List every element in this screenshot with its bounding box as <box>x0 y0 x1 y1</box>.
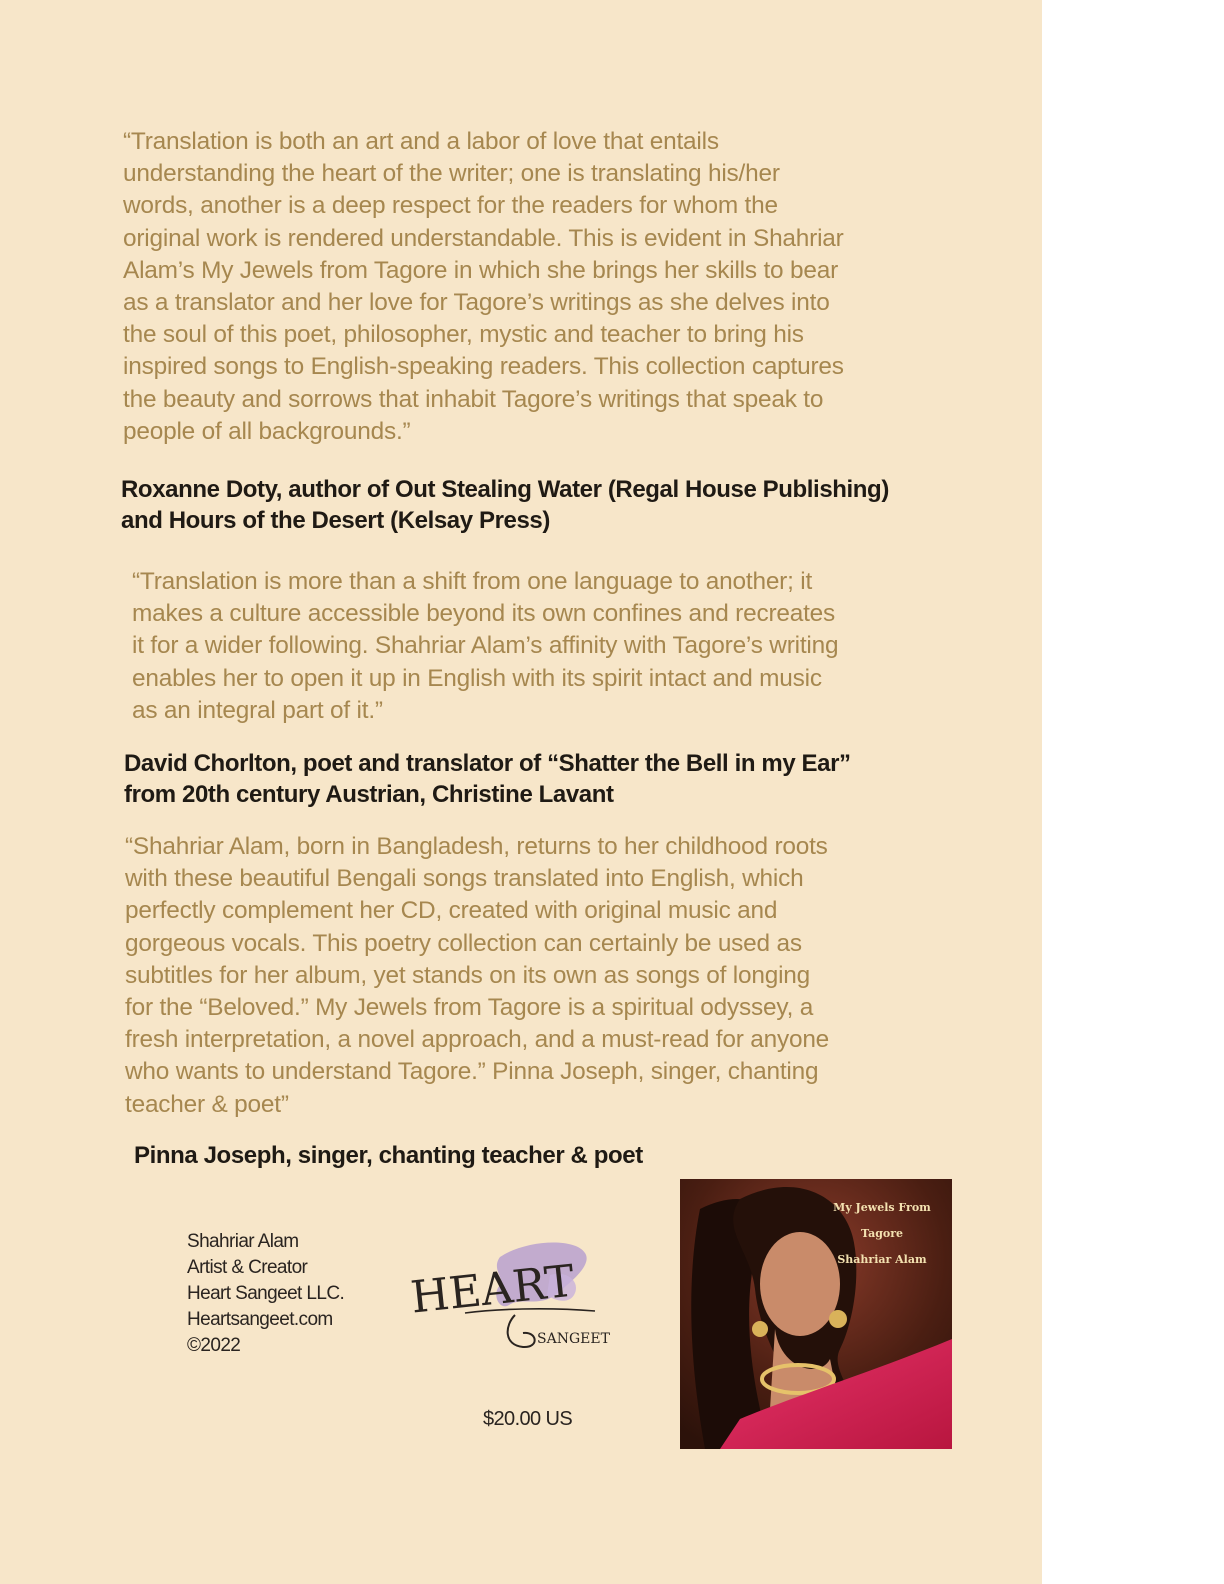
review-attribution-1 <box>121 474 889 536</box>
attribution-line: Pinna Joseph, singer, chanting teacher & poet <box>134 1142 643 1169</box>
quote-line: understanding the heart of the writer; one is translating his/her <box>123 160 780 188</box>
attribution-line: from 20th century Austrian, Christine Lavant <box>124 781 614 808</box>
quote-line: words, another is a deep respect for the readers for whom the <box>123 192 778 220</box>
album-title-line: Tagore <box>860 1227 904 1240</box>
quote-line: Alam’s My Jewels from Tagore in which she brings her skills to bear <box>123 256 838 284</box>
quote-line: “Shahriar Alam, born in Bangladesh, returns to her childhood roots <box>125 833 828 860</box>
album-title-line: My Jewels From <box>833 1201 931 1214</box>
quote-line: the soul of this poet, philosopher, mystic and teacher to bring his <box>123 321 804 349</box>
quote-line: for the “Beloved.” My Jewels from Tagore is a spiritual odyssey, a <box>125 994 814 1022</box>
review-quote-1 <box>123 126 844 448</box>
quote-line: enables her to open it up in English with its spirit intact and music <box>132 664 822 692</box>
quote-line: people of all backgrounds.” <box>123 417 411 445</box>
attribution-line: and Hours of the Desert (Kelsay Press) <box>121 507 550 534</box>
quote-line: teacher & poet” <box>125 1090 289 1118</box>
attribution-line: Roxanne Doty, author of Out Stealing Water (Regal House Publishing) <box>121 476 889 503</box>
quote-line: subtitles for her album, yet stands on its own as songs of longing <box>125 961 811 989</box>
quote-line: as a translator and her love for Tagore’s writings as she delves into <box>123 289 830 317</box>
quote-line: “Translation is both an art and a labor of love that entails <box>123 128 719 155</box>
attribution-line: David Chorlton, poet and translator of “Shatter the Bell in my Ear” <box>124 750 851 777</box>
publisher-credits <box>187 1229 344 1359</box>
logo-word-heart: HEART <box>408 1255 577 1324</box>
quote-line: fresh interpretation, a novel approach, and a must-read for anyone <box>125 1026 830 1054</box>
quote-line: perfectly complement her CD, created with original music and <box>125 897 778 925</box>
quote-line: it for a wider following. Shahriar Alam’s affinity with Tagore’s writing <box>132 632 839 660</box>
review-quote-2 <box>132 566 838 727</box>
quote-line: makes a culture accessible beyond its own confines and recreates <box>132 600 836 628</box>
logo-word-sangeet: SANGEET <box>537 1331 610 1347</box>
credit-line: Heartsangeet.com <box>187 1309 333 1330</box>
quote-line: “Translation is more than a shift from one language to another; it <box>132 568 813 595</box>
album-artist-line: Shahriar Alam <box>837 1253 927 1266</box>
album-title <box>822 1195 942 1273</box>
credit-line: ©2022 <box>187 1335 241 1356</box>
review-attribution-2 <box>124 748 851 810</box>
book-price: $20.00 US <box>483 1408 573 1430</box>
logo-graphic <box>405 1235 635 1360</box>
review-quote-3 <box>125 831 829 1121</box>
quote-line: gorgeous vocals. This poetry collection can certainly be used as <box>125 929 802 957</box>
credit-line: Heart Sangeet LLC. <box>187 1283 345 1304</box>
quote-line: with these beautiful Bengali songs translated into English, which <box>125 865 804 893</box>
review-attribution-3 <box>134 1140 643 1171</box>
credit-line: Artist & Creator <box>187 1257 308 1278</box>
quote-line: inspired songs to English-speaking readers. This collection captures <box>123 353 844 381</box>
heart-sangeet-logo <box>405 1235 635 1360</box>
album-cover-image <box>680 1179 952 1449</box>
quote-line: who wants to understand Tagore.” Pinna Joseph, singer, chanting <box>125 1058 819 1086</box>
quote-line: the beauty and sorrows that inhabit Tagore’s writings that speak to <box>123 385 824 413</box>
credit-line: Shahriar Alam <box>187 1231 299 1252</box>
quote-line: as an integral part of it.” <box>132 696 383 724</box>
quote-line: original work is rendered understandable. This is evident in Shahriar <box>123 224 844 252</box>
